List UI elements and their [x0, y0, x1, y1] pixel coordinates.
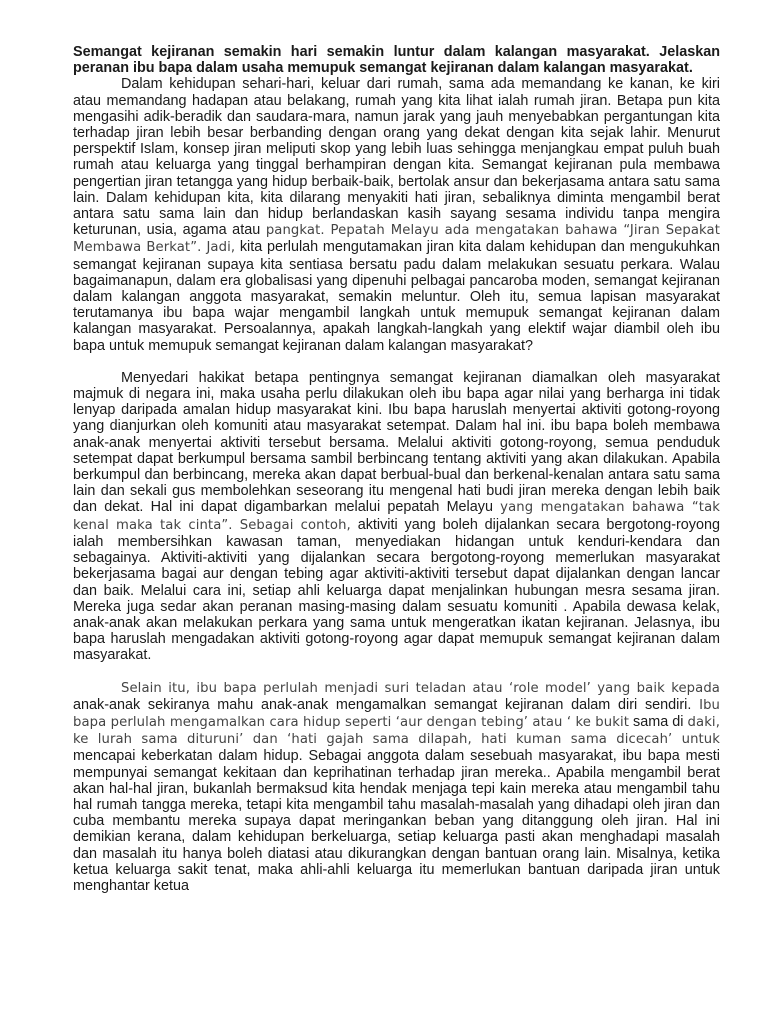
paragraph-3-part-3: Ibu bapa perlulah mengamalkan cara hidup seperti ‘aur dengan tebing’ atau ‘ ke bukit: [73, 697, 720, 730]
paragraph-introduction: [73, 76, 720, 353]
essay-question: [73, 44, 720, 76]
paragraph-2-part-2: yang mengatakan bahawa “tak kenal maka tak cinta”. Sebagai contoh,: [73, 500, 720, 533]
paragraph-1-part-1: Dalam kehidupan sehari-hari, keluar dari rumah, sama ada memandang ke kanan, ke kiri atau memandang hadapan atau belakang, rumah yang kita lihat ialah rumah jiran. Betapa pun kita mengasihi adik-beradik dan saudara-mara, namun jarak yang jauh menyebabkan pergantungan kita terhadap jiran lebih besar berbanding dengan orang yang dekat dengan kita sejak lahir. Menurut perspektif Islam, konsep jiran meliputi skop yang lebih luas sehingga menjangkau empat puluh buah rumah atau keluarga yang tinggal berhampiran dengan kita. Semangat kejiranan pula membawa pengertian jiran tetangga yang hidup berbaik-baik, bertolak ansur dan bekerjasama antara satu sama lain. Dalam kehidupan kita, kita dilarang menyakiti hati jiran, sebaliknya diminta mengambil berat antara satu sama lain dan hidup berlandaskan kasih sayang sesama individu tanpa mengira keturunan, usia, agama atau: [73, 76, 720, 239]
paragraph-2-part-3: aktiviti yang boleh dijalankan secara bergotong-royong ialah membersihkan kawasan taman, menyediakan hidangan untuk kenduri-kendara dan sebagainya. Aktiviti-aktiviti yang dijalankan secara bergotong-royong memerlukan masyarakat bekerjasama bagai aur dengan tebing agar aktiviti-aktiviti tersebut dapat dijalankan dengan lancar dan baik. Melalui cara ini, setiap ahli keluarga dapat menjalinkan hubungan mesra sesama jiran. Mereka juga sedar akan peranan masing-masing dalam sesuatu komuniti . Apabila dewasa kelak, anak-anak akan melakukan perkara yang sama untuk mengeratkan ikatan kejiranan. Jelasnya, ibu bapa haruslah mengadakan aktiviti gotong-royong agar dapat memupuk semangat kejiranan dalam masyarakat.: [73, 516, 721, 664]
paragraph-gap: [73, 664, 720, 680]
paragraph-1-part-2: pangkat. Pepatah Melayu ada mengatakan bahawa “Jiran Sepakat Membawa Berkat”. Jadi,: [73, 223, 721, 256]
paragraph-gap: [73, 354, 720, 370]
paragraph-3-part-6: mencapai keberkatan dalam hidup. Sebagai anggota dalam sesebuah masyarakat, ibu bapa mesti mempunyai semangat kekitaan dan keprihatinan terhadap jiran mereka.. Apabila mengambil berat akan hal-hal jiran, bukanlah bermaksud kita hendak menjaga tepi kain mereka atau mengambil tahu hal rumah tangga mereka, tetapi kita mengambil tahu masalah-masalah yang dihadapi oleh jiran dan cuba membantu mereka supaya dapat meringankan beban yang ditanggung oleh jiran. Hal ini demikian kerana, dalam kehidupan berkeluarga, setiap keluarga pasti akan menghadapi masalah dan masalah itu hanya boleh diatasi atau dikurangkan dengan bantuan orang lain. Misalnya, ketika ketua keluarga sakit tenat, maka ahli-ahli keluarga itu memerlukan bantuan daripada jiran untuk menghantar ketua: [73, 748, 720, 894]
paragraph-3-part-2: anak-anak sekiranya mahu anak-anak mengamalkan semangat kejiranan dalam diri sendiri.: [73, 696, 692, 713]
paragraph-3-part-1: Selain itu, ibu bapa perlulah menjadi suri teladan atau ‘role model’ yang baik kepada: [121, 680, 720, 696]
paragraph-role-model: [73, 680, 720, 895]
paragraph-gotong-royong: [73, 370, 720, 664]
paragraph-2-part-1: Menyedari hakikat betapa pentingnya semangat kejiranan diamalkan oleh masyarakat majmuk di negara ini, maka usaha perlu dilakukan oleh ibu bapa agar nilai yang berharga ini tidak lenyap daripada amalan hidup masyarakat kini. Ibu bapa haruslah menyertai aktiviti gotong-royong yang dianjurkan oleh komuniti atau masyarakat setempat. Dalam hal ini. ibu bapa boleh membawa anak-anak menyertai aktiviti tersebut bersama. Melalui aktiviti gotong-royong, semua penduduk setempat dapat berkumpul bersama sambil berbincang tentang aktiviti yang akan dilakukan. Apabila berkumpul dan berbincang, mereka akan dapat berbual-bual dan berkenal-kenalan antara satu sama lain dan sekali gus membolehkan seseorang itu mengenal hati budi jiran mereka dengan lebih baik dan dekat. Hal ini dapat digambarkan melalui pepatah Melayu: [73, 369, 720, 516]
paragraph-3-part-5: daki, ke lurah sama dituruni’ dan ‘hati gajah sama dilapah, hati kuman sama dicecah’ untuk: [73, 714, 720, 748]
paragraph-1-part-3: kita perlulah mengutamakan jiran kita dalam kehidupan dan mengukuhkan semangat kejiranan supaya kita sentiasa bersatu padu dalam melakukan sesuatu perkara. Walau bagaimanapun, dalam era globalisasi yang dipenuhi pelbagai pancaroba moden, semangat kejiranan dalam kalangan anggota masyarakat, semakin meluntur. Oleh itu, semua lapisan masyarakat terutamanya ibu bapa wajar mengambil langkah untuk memupuk semangat kejiranan dalam kalangan masyarakat. Persoalannya, apakah langkah-langkah yang elektif wajar diambil oleh ibu bapa untuk memupuk semangat kejiranan dalam kalangan masyarakat?: [73, 239, 720, 354]
question-text: Semangat kejiranan semakin hari semakin luntur dalam kalangan masyarakat. Jelaskan peranan ibu bapa dalam usaha memupuk semangat kejiranan dalam kalangan masyarakat: [73, 44, 720, 77]
paragraph-3-part-4: sama di: [629, 713, 684, 730]
question-end: .: [688, 60, 693, 77]
